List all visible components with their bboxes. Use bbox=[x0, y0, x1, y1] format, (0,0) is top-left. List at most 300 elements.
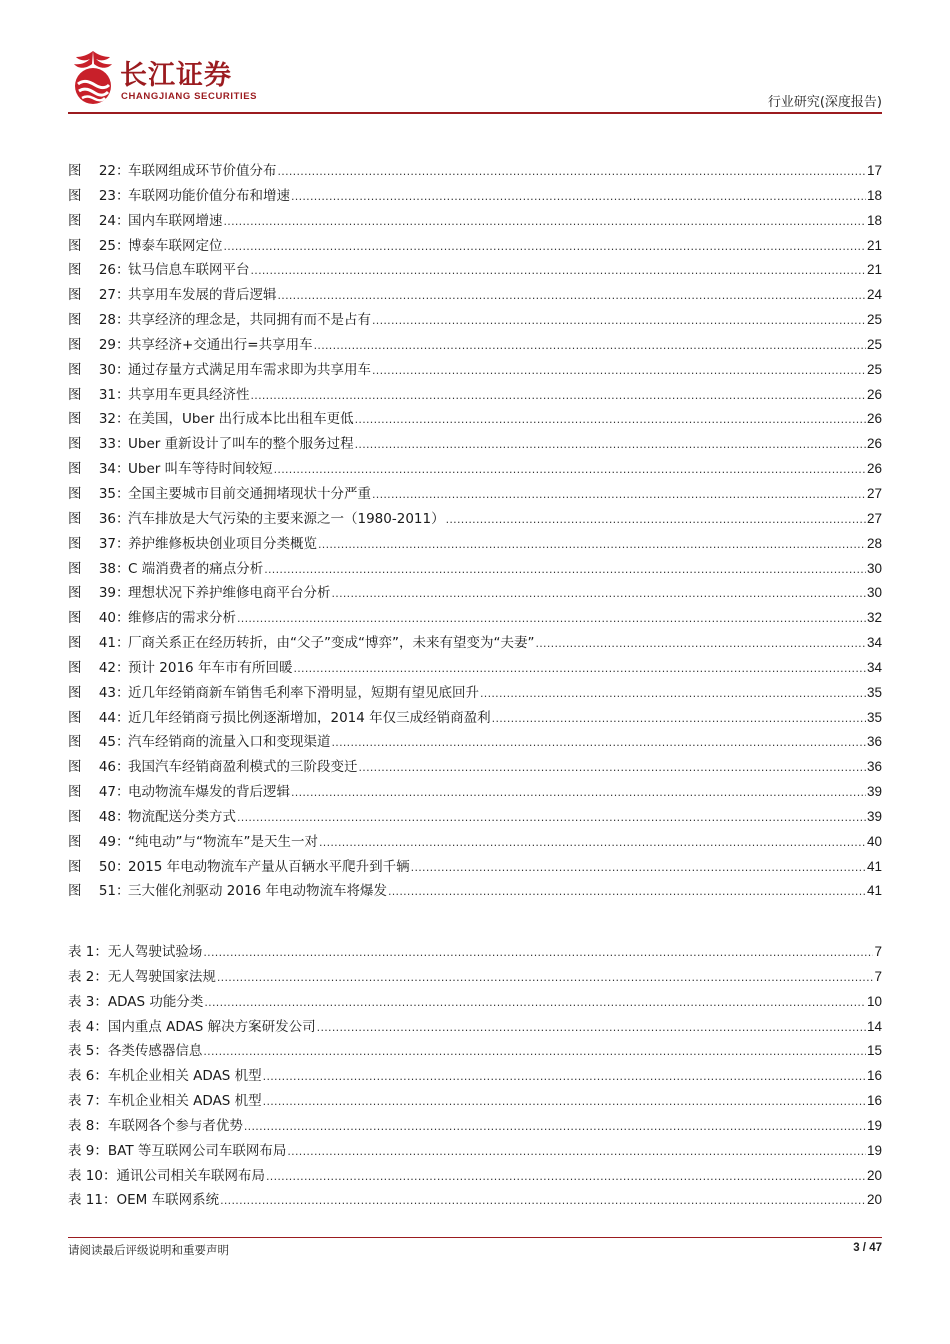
figure-title: Uber 重新设计了叫车的整个服务过程 bbox=[128, 436, 354, 453]
label-colon: ： bbox=[116, 833, 130, 850]
label-colon: ： bbox=[116, 560, 130, 577]
figure-label bbox=[68, 333, 128, 353]
figure-entry[interactable] bbox=[68, 358, 882, 383]
figure-title: 三大催化剂驱动 2016 年电动物流车将爆发 bbox=[128, 883, 387, 900]
figure-title: 车联网功能价值分布和增速 bbox=[128, 187, 290, 204]
figure-number: 50 bbox=[98, 858, 116, 875]
label-colon: ： bbox=[116, 635, 130, 652]
figure-title: 养护维修板块创业项目分类概览 bbox=[128, 535, 317, 552]
figure-label bbox=[68, 855, 128, 875]
figure-prefix: 图 bbox=[68, 510, 82, 527]
label-colon: ： bbox=[116, 386, 130, 403]
table-entry[interactable] bbox=[68, 1139, 882, 1164]
table-entry[interactable] bbox=[68, 990, 882, 1015]
table-title: OEM 车联网系统 bbox=[116, 1192, 220, 1209]
figure-prefix: 图 bbox=[68, 560, 82, 577]
figure-prefix: 图 bbox=[68, 361, 82, 378]
figure-title: Uber 叫车等待时间较短 bbox=[128, 461, 273, 478]
figure-label bbox=[68, 184, 128, 204]
figure-page-number: 34 bbox=[866, 635, 882, 651]
dot-leader bbox=[224, 215, 866, 228]
figure-page-number: 25 bbox=[866, 336, 882, 352]
label-colon: ： bbox=[116, 883, 130, 900]
dot-leader bbox=[332, 587, 866, 600]
figure-number: 30 bbox=[98, 361, 116, 378]
figure-prefix: 图 bbox=[68, 535, 82, 552]
figure-number: 51 bbox=[98, 883, 116, 900]
dot-leader bbox=[278, 165, 866, 178]
disclaimer-note: 请阅读最后评级说明和重要声明 bbox=[68, 1243, 229, 1257]
figure-entry[interactable] bbox=[68, 879, 882, 904]
label-colon: ： bbox=[116, 411, 130, 428]
table-entry[interactable] bbox=[68, 1064, 882, 1089]
dot-leader bbox=[291, 190, 866, 203]
dot-leader bbox=[411, 861, 866, 874]
table-entry[interactable] bbox=[68, 1015, 882, 1040]
figure-title: 共享用车发展的背后逻辑 bbox=[128, 287, 277, 304]
figure-label bbox=[68, 581, 128, 601]
dot-leader bbox=[355, 438, 866, 451]
figure-label bbox=[68, 879, 128, 899]
label-colon: ： bbox=[116, 585, 130, 602]
dot-leader bbox=[535, 637, 866, 650]
label-colon: ： bbox=[116, 709, 130, 726]
label-colon: ： bbox=[116, 262, 130, 279]
figure-title: 2015 年电动物流车产量从百辆水平爬升到千辆 bbox=[128, 858, 410, 875]
figure-prefix: 图 bbox=[68, 784, 82, 801]
figure-page-number: 41 bbox=[866, 883, 882, 899]
figure-prefix: 图 bbox=[68, 485, 82, 502]
figure-entry[interactable] bbox=[68, 457, 882, 482]
figure-prefix: 图 bbox=[68, 585, 82, 602]
dot-leader bbox=[446, 513, 866, 526]
table-entry[interactable] bbox=[68, 1188, 882, 1213]
table-label: 表 4： bbox=[68, 1018, 108, 1035]
figure-number: 33 bbox=[98, 436, 116, 453]
figure-entry[interactable] bbox=[68, 383, 882, 408]
figure-entry[interactable] bbox=[68, 482, 882, 507]
figure-entry[interactable] bbox=[68, 308, 882, 333]
table-page-number: 14 bbox=[866, 1018, 882, 1034]
figure-title: 物流配送分类方式 bbox=[128, 808, 236, 825]
figure-number: 38 bbox=[98, 560, 116, 577]
figure-number: 22 bbox=[98, 163, 116, 179]
dot-leader bbox=[237, 811, 866, 824]
figure-number: 47 bbox=[98, 784, 116, 801]
dot-leader bbox=[237, 612, 866, 625]
figure-page-number: 18 bbox=[866, 212, 882, 228]
label-colon: ： bbox=[116, 610, 130, 627]
figure-label bbox=[68, 383, 128, 403]
figure-page-number: 26 bbox=[866, 436, 882, 452]
figure-title: 近几年经销商亏损比例逐渐增加，2014 年仅三成经销商盈利 bbox=[128, 709, 491, 726]
table-entry[interactable] bbox=[68, 940, 882, 965]
dot-leader bbox=[492, 712, 866, 725]
dot-leader bbox=[220, 1194, 866, 1207]
figure-prefix: 图 bbox=[68, 833, 82, 850]
figure-page-number: 28 bbox=[866, 535, 882, 551]
figure-prefix: 图 bbox=[68, 187, 82, 204]
dot-leader bbox=[291, 786, 866, 799]
table-list bbox=[68, 940, 882, 1213]
figure-prefix: 图 bbox=[68, 312, 82, 329]
dot-leader bbox=[274, 463, 866, 476]
figure-number: 28 bbox=[98, 312, 116, 329]
figure-page-number: 26 bbox=[866, 386, 882, 402]
dot-leader bbox=[372, 488, 866, 501]
figure-number: 44 bbox=[98, 709, 116, 726]
dot-leader bbox=[264, 563, 866, 576]
figure-title: 汽车排放是大气污染的主要来源之一（1980-2011） bbox=[128, 510, 445, 527]
table-page-number: 19 bbox=[866, 1117, 882, 1133]
table-page-number: 10 bbox=[866, 993, 882, 1009]
figure-prefix: 图 bbox=[68, 436, 82, 453]
label-colon: ： bbox=[116, 461, 130, 478]
figure-title: 博泰车联网定位 bbox=[128, 237, 223, 254]
figure-number: 34 bbox=[98, 461, 116, 478]
figure-label bbox=[68, 159, 128, 179]
dot-leader bbox=[319, 836, 866, 849]
figure-prefix: 图 bbox=[68, 684, 82, 701]
table-title: 车机企业相关 ADAS 机型 bbox=[107, 1068, 262, 1085]
table-title: 通讯公司相关车联网布局 bbox=[116, 1167, 265, 1184]
figure-prefix: 图 bbox=[68, 336, 82, 353]
table-entry[interactable] bbox=[68, 1164, 882, 1189]
label-colon: ： bbox=[116, 759, 130, 776]
footer-divider bbox=[68, 1237, 882, 1238]
figure-prefix: 图 bbox=[68, 163, 82, 179]
figure-page-number: 21 bbox=[866, 237, 882, 253]
figure-page-number: 35 bbox=[866, 684, 882, 700]
figure-title: 厂商关系正在经历转折，由“父子”变成“博弈”，未来有望变为“夫妻” bbox=[128, 635, 535, 652]
dot-leader bbox=[355, 413, 866, 426]
label-colon: ： bbox=[116, 237, 130, 254]
label-colon: ： bbox=[116, 312, 130, 329]
table-entry[interactable] bbox=[68, 1089, 882, 1114]
figure-page-number: 41 bbox=[866, 858, 882, 874]
figure-entry[interactable] bbox=[68, 407, 882, 432]
figure-page-number: 34 bbox=[866, 659, 882, 675]
figure-label bbox=[68, 432, 128, 452]
figure-page-number: 17 bbox=[866, 163, 882, 178]
table-entry[interactable] bbox=[68, 965, 882, 990]
figure-label bbox=[68, 308, 128, 328]
figure-label bbox=[68, 730, 128, 750]
brand-name-cn: 长江证券 bbox=[120, 60, 232, 91]
figure-entry[interactable] bbox=[68, 432, 882, 457]
figure-number: 29 bbox=[98, 336, 116, 353]
figure-label bbox=[68, 482, 128, 502]
table-label: 表 6： bbox=[68, 1068, 108, 1085]
figure-number: 37 bbox=[98, 535, 116, 552]
figure-label bbox=[68, 457, 128, 477]
figure-page-number: 25 bbox=[866, 312, 882, 328]
figure-page-number: 25 bbox=[866, 361, 882, 377]
table-entry[interactable] bbox=[68, 1114, 882, 1139]
figure-prefix: 图 bbox=[68, 734, 82, 751]
table-title: 车机企业相关 ADAS 机型 bbox=[107, 1093, 262, 1110]
figure-entry[interactable] bbox=[68, 730, 882, 755]
figure-number: 46 bbox=[98, 759, 116, 776]
figure-prefix: 图 bbox=[68, 759, 82, 776]
figure-number: 25 bbox=[98, 237, 116, 254]
table-title: ADAS 功能分类 bbox=[107, 993, 204, 1010]
label-colon: ： bbox=[116, 212, 130, 229]
figure-number: 32 bbox=[98, 411, 116, 428]
table-title: 无人驾驶国家法规 bbox=[107, 968, 216, 985]
figure-entry[interactable] bbox=[68, 333, 882, 358]
table-page-number: 7 bbox=[874, 968, 882, 984]
dot-leader bbox=[332, 736, 866, 749]
figure-page-number: 36 bbox=[866, 734, 882, 750]
figure-title: 全国主要城市目前交通拥堵现状十分严重 bbox=[128, 485, 371, 502]
figure-label bbox=[68, 407, 128, 427]
figure-page-number: 30 bbox=[866, 585, 882, 601]
table-title: 车联网各个参与者优势 bbox=[107, 1117, 243, 1134]
figure-label bbox=[68, 557, 128, 577]
figure-prefix: 图 bbox=[68, 858, 82, 875]
table-label: 表 7： bbox=[68, 1093, 108, 1110]
table-label: 表 8： bbox=[68, 1117, 108, 1134]
figure-page-number: 24 bbox=[866, 287, 882, 303]
figure-prefix: 图 bbox=[68, 212, 82, 229]
figure-label bbox=[68, 805, 128, 825]
figure-number: 48 bbox=[98, 808, 116, 825]
table-page-number: 20 bbox=[866, 1167, 882, 1183]
dot-leader bbox=[287, 1145, 866, 1158]
figure-title: 车联网组成环节价值分布 bbox=[128, 163, 277, 179]
figure-number: 45 bbox=[98, 734, 116, 751]
figure-entry[interactable] bbox=[68, 283, 882, 308]
label-colon: ： bbox=[116, 535, 130, 552]
changjiang-logo-icon bbox=[68, 49, 118, 107]
figure-title: 预计 2016 年车市有所回暖 bbox=[128, 659, 293, 676]
figure-prefix: 图 bbox=[68, 659, 82, 676]
figure-label bbox=[68, 606, 128, 626]
figure-number: 26 bbox=[98, 262, 116, 279]
figure-title: 我国汽车经销商盈利模式的三阶段变迁 bbox=[128, 759, 358, 776]
table-label: 表 1： bbox=[68, 944, 108, 960]
table-page-number: 16 bbox=[866, 1068, 882, 1084]
figure-entry[interactable] bbox=[68, 234, 882, 259]
label-colon: ： bbox=[116, 784, 130, 801]
dot-leader bbox=[359, 761, 866, 774]
figure-title: 汽车经销商的流量入口和变现渠道 bbox=[128, 734, 331, 751]
figure-number: 27 bbox=[98, 287, 116, 304]
figure-title: 在美国，Uber 出行成本比出租车更低 bbox=[128, 411, 354, 428]
brand-name-en: CHANGJIANG SECURITIES bbox=[121, 91, 258, 102]
label-colon: ： bbox=[116, 684, 130, 701]
label-colon: ： bbox=[116, 659, 130, 676]
dot-leader bbox=[224, 240, 866, 253]
figure-page-number: 39 bbox=[866, 784, 882, 800]
figure-page-number: 27 bbox=[866, 485, 882, 501]
dot-leader bbox=[372, 314, 866, 327]
table-page-number: 15 bbox=[866, 1043, 882, 1059]
label-colon: ： bbox=[116, 858, 130, 875]
label-colon: ： bbox=[116, 485, 130, 502]
figure-label bbox=[68, 631, 128, 651]
header-divider bbox=[68, 112, 882, 114]
figure-number: 49 bbox=[98, 833, 116, 850]
figure-number: 43 bbox=[98, 684, 116, 701]
figure-entry[interactable] bbox=[68, 855, 882, 880]
figure-title: 共享用车更具经济性 bbox=[128, 386, 250, 403]
dot-leader bbox=[318, 538, 866, 551]
figure-entry[interactable] bbox=[68, 159, 882, 184]
table-label: 表 2： bbox=[68, 968, 108, 985]
figure-number: 23 bbox=[98, 187, 116, 204]
figure-entry[interactable] bbox=[68, 507, 882, 532]
table-page-number: 7 bbox=[874, 944, 882, 959]
figure-title: 钛马信息车联网平台 bbox=[128, 262, 250, 279]
figure-entry[interactable] bbox=[68, 631, 882, 656]
label-colon: ： bbox=[116, 510, 130, 527]
table-label: 表 5： bbox=[68, 1043, 108, 1060]
figure-entry[interactable] bbox=[68, 656, 882, 681]
dot-leader bbox=[278, 289, 866, 302]
figure-label bbox=[68, 234, 128, 254]
table-entry[interactable] bbox=[68, 1039, 882, 1064]
figure-page-number: 26 bbox=[866, 461, 882, 477]
figure-entry[interactable] bbox=[68, 805, 882, 830]
figure-label bbox=[68, 706, 128, 726]
figure-label bbox=[68, 681, 128, 701]
table-label: 表 3： bbox=[68, 993, 108, 1010]
figure-entry[interactable] bbox=[68, 606, 882, 631]
figure-number: 36 bbox=[98, 510, 116, 527]
figure-prefix: 图 bbox=[68, 635, 82, 652]
table-title: 国内重点 ADAS 解决方案研发公司 bbox=[107, 1018, 316, 1035]
figure-label bbox=[68, 507, 128, 527]
figure-entry[interactable] bbox=[68, 706, 882, 731]
page-indicator: 3 / 47 bbox=[853, 1242, 882, 1254]
figure-entry[interactable] bbox=[68, 258, 882, 283]
figure-title: C 端消费者的痛点分析 bbox=[128, 560, 264, 577]
figure-entry[interactable] bbox=[68, 780, 882, 805]
figure-page-number: 27 bbox=[866, 510, 882, 526]
dot-leader bbox=[317, 1021, 866, 1034]
dot-leader bbox=[372, 364, 866, 377]
page-header bbox=[68, 45, 882, 111]
table-title: 各类传感器信息 bbox=[107, 1043, 203, 1060]
figure-page-number: 21 bbox=[866, 262, 882, 278]
figure-title: 共享经济的理念是，共同拥有而不是占有 bbox=[128, 312, 371, 329]
figure-label bbox=[68, 830, 128, 850]
figure-entry[interactable] bbox=[68, 755, 882, 780]
dot-leader bbox=[293, 662, 866, 675]
figure-prefix: 图 bbox=[68, 386, 82, 403]
label-colon: ： bbox=[116, 287, 130, 304]
figure-prefix: 图 bbox=[68, 610, 82, 627]
figure-number: 31 bbox=[98, 386, 116, 403]
figure-prefix: 图 bbox=[68, 461, 82, 478]
dot-leader bbox=[388, 885, 866, 898]
figure-entry[interactable] bbox=[68, 830, 882, 855]
figure-entry[interactable] bbox=[68, 532, 882, 557]
figure-label bbox=[68, 258, 128, 278]
figure-page-number: 36 bbox=[866, 759, 882, 775]
dot-leader bbox=[266, 1170, 866, 1183]
figure-entry[interactable] bbox=[68, 581, 882, 606]
dot-leader bbox=[263, 1095, 866, 1108]
figure-prefix: 图 bbox=[68, 883, 82, 900]
label-colon: ： bbox=[116, 187, 130, 204]
figure-number: 35 bbox=[98, 485, 116, 502]
figure-title: 近几年经销商新车销售毛利率下滑明显，短期有望见底回升 bbox=[128, 684, 479, 701]
figure-page-number: 26 bbox=[866, 411, 882, 427]
figure-entry[interactable] bbox=[68, 209, 882, 234]
dot-leader bbox=[244, 1120, 866, 1133]
table-label: 表 10： bbox=[68, 1167, 117, 1184]
label-colon: ： bbox=[116, 734, 130, 751]
figure-number: 39 bbox=[98, 585, 116, 602]
figure-label bbox=[68, 283, 128, 303]
table-page-number: 20 bbox=[866, 1192, 882, 1208]
dot-leader bbox=[204, 996, 866, 1009]
label-colon: ： bbox=[116, 436, 130, 453]
figure-title: 共享经济+交通出行=共享用车 bbox=[128, 336, 313, 353]
table-label: 表 11： bbox=[68, 1192, 117, 1209]
figure-entry[interactable] bbox=[68, 557, 882, 582]
table-page-number: 16 bbox=[866, 1093, 882, 1109]
label-colon: ： bbox=[116, 361, 130, 378]
figure-prefix: 图 bbox=[68, 287, 82, 304]
figure-page-number: 35 bbox=[866, 709, 882, 725]
dot-leader bbox=[251, 264, 866, 277]
figure-title: 理想状况下养护维修电商平台分析 bbox=[128, 585, 331, 602]
figure-page-number: 39 bbox=[866, 808, 882, 824]
figure-prefix: 图 bbox=[68, 808, 82, 825]
figure-title: 通过存量方式满足用车需求即为共享用车 bbox=[128, 361, 371, 378]
figure-label bbox=[68, 209, 128, 229]
table-title: BAT 等互联网公司车联网布局 bbox=[107, 1142, 287, 1159]
dot-leader bbox=[203, 946, 873, 959]
label-colon: ： bbox=[116, 808, 130, 825]
figure-title: “纯电动”与“物流车”是天生一对 bbox=[128, 833, 318, 850]
figure-page-number: 30 bbox=[866, 560, 882, 576]
figure-prefix: 图 bbox=[68, 709, 82, 726]
figure-number: 41 bbox=[98, 635, 116, 652]
figure-label bbox=[68, 358, 128, 378]
figure-title: 电动物流车爆发的背后逻辑 bbox=[128, 784, 290, 801]
figure-number: 24 bbox=[98, 212, 116, 229]
figure-label bbox=[68, 780, 128, 800]
figure-number: 42 bbox=[98, 659, 116, 676]
dot-leader bbox=[263, 1070, 866, 1083]
figure-title: 维修店的需求分析 bbox=[128, 610, 236, 627]
figure-entry[interactable] bbox=[68, 184, 882, 209]
figure-label bbox=[68, 532, 128, 552]
figure-prefix: 图 bbox=[68, 411, 82, 428]
figure-entry[interactable] bbox=[68, 681, 882, 706]
figure-page-number: 18 bbox=[866, 187, 882, 203]
table-page-number: 19 bbox=[866, 1142, 882, 1158]
label-colon: ： bbox=[116, 163, 130, 179]
table-label: 表 9： bbox=[68, 1142, 108, 1159]
table-title: 无人驾驶试验场 bbox=[107, 944, 203, 960]
dot-leader bbox=[251, 389, 866, 402]
figure-prefix: 图 bbox=[68, 237, 82, 254]
figure-page-number: 40 bbox=[866, 833, 882, 849]
figure-number: 40 bbox=[98, 610, 116, 627]
figure-prefix: 图 bbox=[68, 262, 82, 279]
dot-leader bbox=[314, 339, 866, 352]
figure-label bbox=[68, 755, 128, 775]
figure-label bbox=[68, 656, 128, 676]
figure-page-number: 32 bbox=[866, 610, 882, 626]
dot-leader bbox=[217, 971, 874, 984]
